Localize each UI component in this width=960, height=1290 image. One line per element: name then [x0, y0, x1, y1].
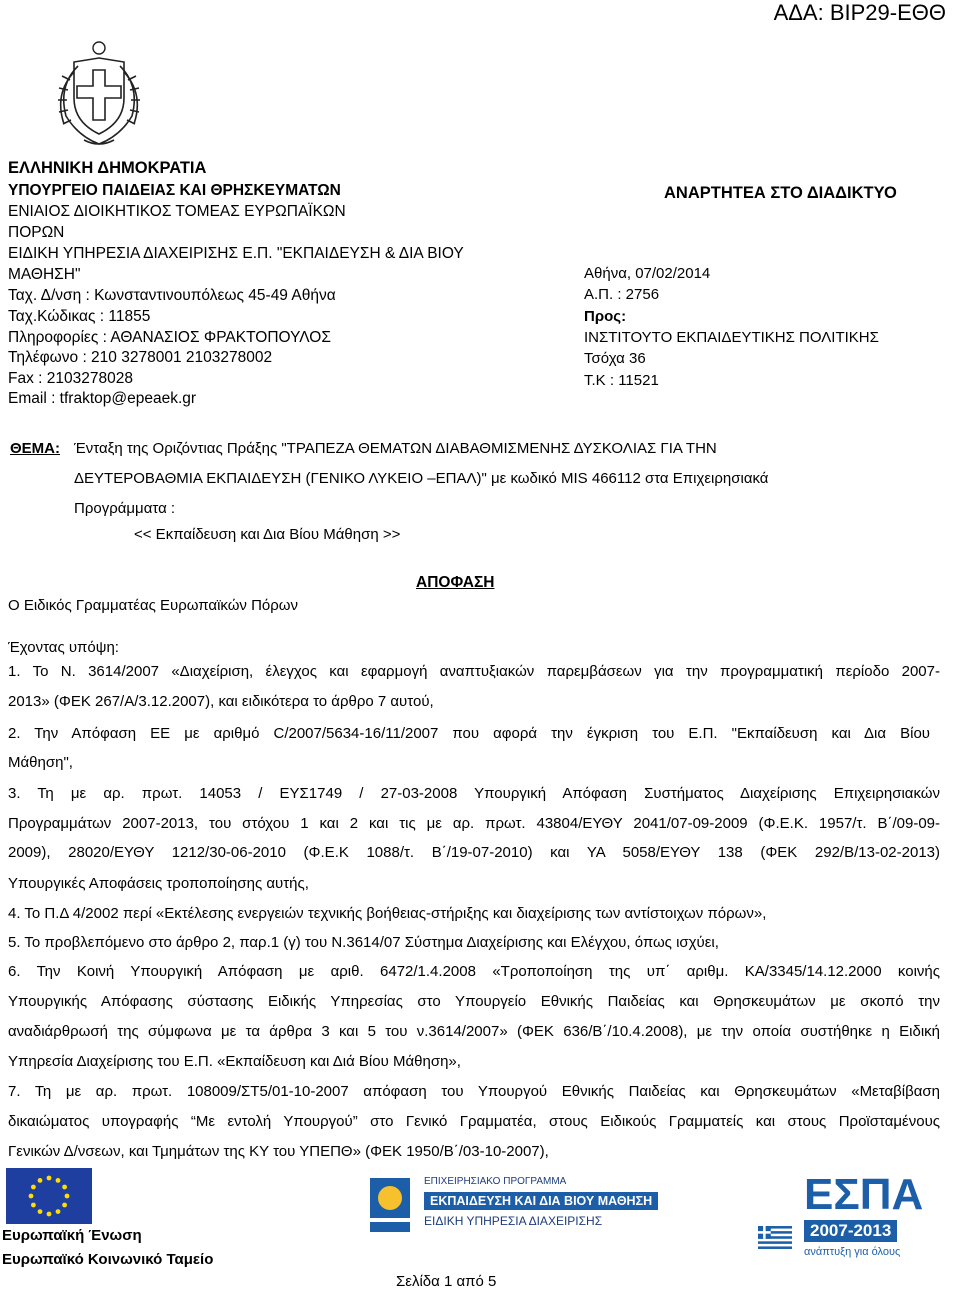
subject-line-3: Προγράμματα :: [74, 500, 176, 517]
considering-label: Έχοντας υπόψη:: [8, 639, 119, 656]
header-line-sector: ΕΝΙΑΙΟΣ ΔΙΟΙΚΗΤΙΚΟΣ ΤΟΜΕΑΣ ΕΥΡΩΠΑΪΚΩΝ: [8, 203, 346, 220]
body-line-3: 2. Την Απόφαση ΕΕ με αριθμό C/2007/5634-16/11/2007 που αφορά την έγκριση του Ε.Π. "Εκπαίδευση και Δια Βίου: [8, 725, 930, 742]
recipient-label: Προς:: [584, 308, 627, 325]
espa-title: ΕΣΠΑ: [804, 1170, 924, 1219]
ada-code: ΑΔΑ: ΒΙΡ29-ΕΘΘ: [773, 0, 946, 25]
body-line-16: δικαιώματος υπογραφής “Με εντολή Υπουργού” στο Γενικό Γραμματέα, στους Ειδικούς Γραμματείς και στους Προϊσταμένους: [8, 1113, 940, 1130]
greek-flag-icon: [758, 1226, 792, 1249]
espa-years: 2007-2013: [804, 1220, 897, 1242]
subject-line-4: << Εκπαίδευση και Δια Βίου Μάθηση >>: [134, 526, 401, 543]
body-line-14: Υπηρεσία Διαχείρισης του Ε.Π. «Εκπαίδευση και Διά Βίου Μάθηση»,: [8, 1053, 461, 1070]
program-logo-line-3: ΕΙΔΙΚΗ ΥΠΗΡΕΣΙΑ ΔΙΑΧΕΙΡΙΣΗΣ: [424, 1214, 603, 1228]
header-line-email: Email : tfraktop@epeaek.gr: [8, 390, 197, 407]
body-line-9: 4. Το Π.Δ 4/2002 περί «Εκτέλεσης ενεργειών τεχνικής βοήθειας-στήριξης και διαχείρισης των αντίστοιχων πόρων»,: [8, 905, 767, 922]
body-line-7: 2009), 28020/ΕΥΘΥ 1212/30-06-2010 (Φ.Ε.Κ 1088/τ. Β΄/19-07-2010) και ΥΑ 5058/ΕΥΘΥ 138 (ΦΕΚ 292/Β/13-02-2013): [8, 844, 940, 861]
program-logo-line-1: ΕΠΙΧΕΙΡΗΣΙΑΚΟ ΠΡΟΓΡΑΜΜΑ: [424, 1176, 567, 1187]
body-line-15: 7. Τη με αρ. πρωτ. 108009/ΣΤ5/01-10-2007 απόφαση του Υπουργού Εθνικής Παιδείας και Θρησκευμάτων «Μεταβίβαση: [8, 1083, 940, 1100]
header-line-ministry: ΥΠΟΥΡΓΕΙΟ ΠΑΙΔΕΙΑΣ ΚΑΙ ΘΡΗΣΚΕΥΜΑΤΩΝ: [8, 182, 341, 199]
subject-label: ΘΕΜΑ:: [10, 440, 60, 457]
body-line-12: Υπουργικής Απόφασης σύστασης Ειδικής Υπηρεσίας στο Υπουργείο Εθνικής Παιδείας και Θρησκευμάτων με σκοπό την: [8, 993, 940, 1010]
espa-logo: [720, 1172, 950, 1268]
decision-heading: ΑΠΟΦΑΣΗ: [416, 574, 495, 591]
body-line-17: Γενικών Δ/νσεων, και Τμημάτων της ΚΥ του ΥΠΕΠΘ» (ΦΕΚ 1950/Β΄/03-10-2007),: [8, 1143, 549, 1160]
recipient-name: ΙΝΣΤΙΤΟΥΤΟ ΕΚΠΑΙΔΕΥΤΙΚΗΣ ΠΟΛΙΤΙΚΗΣ: [584, 329, 879, 346]
body-line-11: 6. Την Κοινή Υπουργική Απόφαση με αριθ. 6472/1.4.2008 «Τροποποίηση της υπ΄ αριθμ. ΚΑ/3345/14.12.2000 κοινής: [8, 963, 940, 980]
body-line-4: Μάθηση",: [8, 754, 73, 771]
recipient-postcode: Τ.Κ : 11521: [584, 372, 659, 389]
header-line-info: Πληροφορίες : ΑΘΑΝΑΣΙΟΣ ΦΡΑΚΤΟΠΟΥΛΟΣ: [8, 329, 331, 346]
body-line-5: 3. Τη με αρ. πρωτ. 14053 / ΕΥΣ1749 / 27-03-2008 Υπουργική Απόφαση Συστήματος Διαχείρισης Επιχειρησιακών: [8, 785, 940, 802]
header-line-learning: ΜΑΘΗΣΗ": [8, 266, 81, 283]
secretary-title: Ο Ειδικός Γραμματέας Ευρωπαϊκών Πόρων: [8, 597, 299, 614]
header-line-service: ΕΙΔΙΚΗ ΥΠΗΡΕΣΙΑ ΔΙΑΧΕΙΡΙΣΗΣ Ε.Π. "ΕΚΠΑΙΔΕΥΣΗ & ΔΙΑ ΒΙΟΥ: [8, 245, 464, 262]
header-line-fax: Fax : 2103278028: [8, 370, 133, 387]
espa-slogan: ανάπτυξη για όλους: [804, 1246, 901, 1258]
page-number: Σελίδα 1 από 5: [396, 1273, 497, 1290]
eu-union-label: Ευρωπαϊκή Ένωση: [2, 1227, 142, 1244]
header-line-address: Ταχ. Δ/νση : Κωνσταντινουπόλεως 45-49 Αθήνα: [8, 287, 336, 304]
body-line-2: 2013» (ΦΕΚ 267/Α/3.12.2007), και ειδικότερα το άρθρο 7 αυτού,: [8, 693, 434, 710]
body-line-10: 5. Το προβλεπόμενο στο άρθρο 2, παρ.1 (γ) του Ν.3614/07 Σύστημα Διαχείρισης και Ελέγχου, όπως ισχύει,: [8, 934, 719, 951]
program-logo: [366, 1172, 706, 1252]
protocol-number: Α.Π. : 2756: [584, 286, 660, 303]
body-line-1: 1. Το Ν. 3614/2007 «Διαχείριση, έλεγχος και εφαρμογή αναπτυξιακών παρεμβάσεων για την προγραμματική περίοδο 2007-: [8, 663, 940, 680]
header-line-postcode: Ταχ.Κώδικας : 11855: [8, 308, 151, 325]
header-line-resources: ΠΟΡΩΝ: [8, 224, 65, 241]
esf-label: Ευρωπαϊκό Κοινωνικό Ταμείο: [2, 1251, 214, 1268]
header-line-phone: Τηλέφωνο : 210 3278001 2103278002: [8, 349, 273, 366]
header-line-republic: ΕΛΛΗΝΙΚΗ ΔΗΜΟΚΡΑΤΙΑ: [8, 159, 207, 177]
greek-emblem-icon: [44, 36, 154, 154]
post-online-note: ΑΝΑΡΤΗΤΕΑ ΣΤΟ ΔΙΑΔΙΚΤΥΟ: [664, 184, 897, 202]
subject-line-1: Ένταξη της Οριζόντιας Πράξης "ΤΡΑΠΕΖΑ ΘΕΜΑΤΩΝ ΔΙΑΒΑΘΜΙΣΜΕΝΗΣ ΔΥΣΚΟΛΙΑΣ ΓΙΑ ΤΗΝ: [74, 440, 717, 457]
letter-date: Αθήνα, 07/02/2014: [584, 265, 711, 282]
eu-flag-icon: [6, 1168, 92, 1224]
body-line-6: Προγραμμάτων 2007-2013, του στόχου 1 και 2 και τις με αρ. πρωτ. 43804/ΕΥΘΥ 2041/07-09-2009 (Φ.Ε.Κ. 1957/τ. Β΄/09-09-: [8, 815, 940, 832]
program-logo-line-2: ΕΚΠΑΙΔΕΥΣΗ ΚΑΙ ΔΙΑ ΒΙΟΥ ΜΑΘΗΣΗ: [424, 1192, 658, 1210]
body-line-8: Υπουργικές Αποφάσεις τροποποίησης αυτής,: [8, 875, 309, 892]
subject-line-2: ΔΕΥΤΕΡΟΒΑΘΜΙΑ ΕΚΠΑΙΔΕΥΣΗ (ΓΕΝΙΚΟ ΛΥΚΕΙΟ –ΕΠΑΛ)" με κωδικό MIS 466112 στα Επιχειρησιακά: [74, 470, 769, 487]
recipient-street: Τσόχα 36: [584, 350, 646, 367]
program-logo-mark-icon: [366, 1172, 426, 1252]
body-line-13: αναδιάρθρωσή της σύμφωνα με τα άρθρα 3 και 5 του ν.3614/2007» (ΦΕΚ 636/Β΄/10.4.2008), με την οποία συστήθηκε η Ειδική: [8, 1023, 940, 1040]
